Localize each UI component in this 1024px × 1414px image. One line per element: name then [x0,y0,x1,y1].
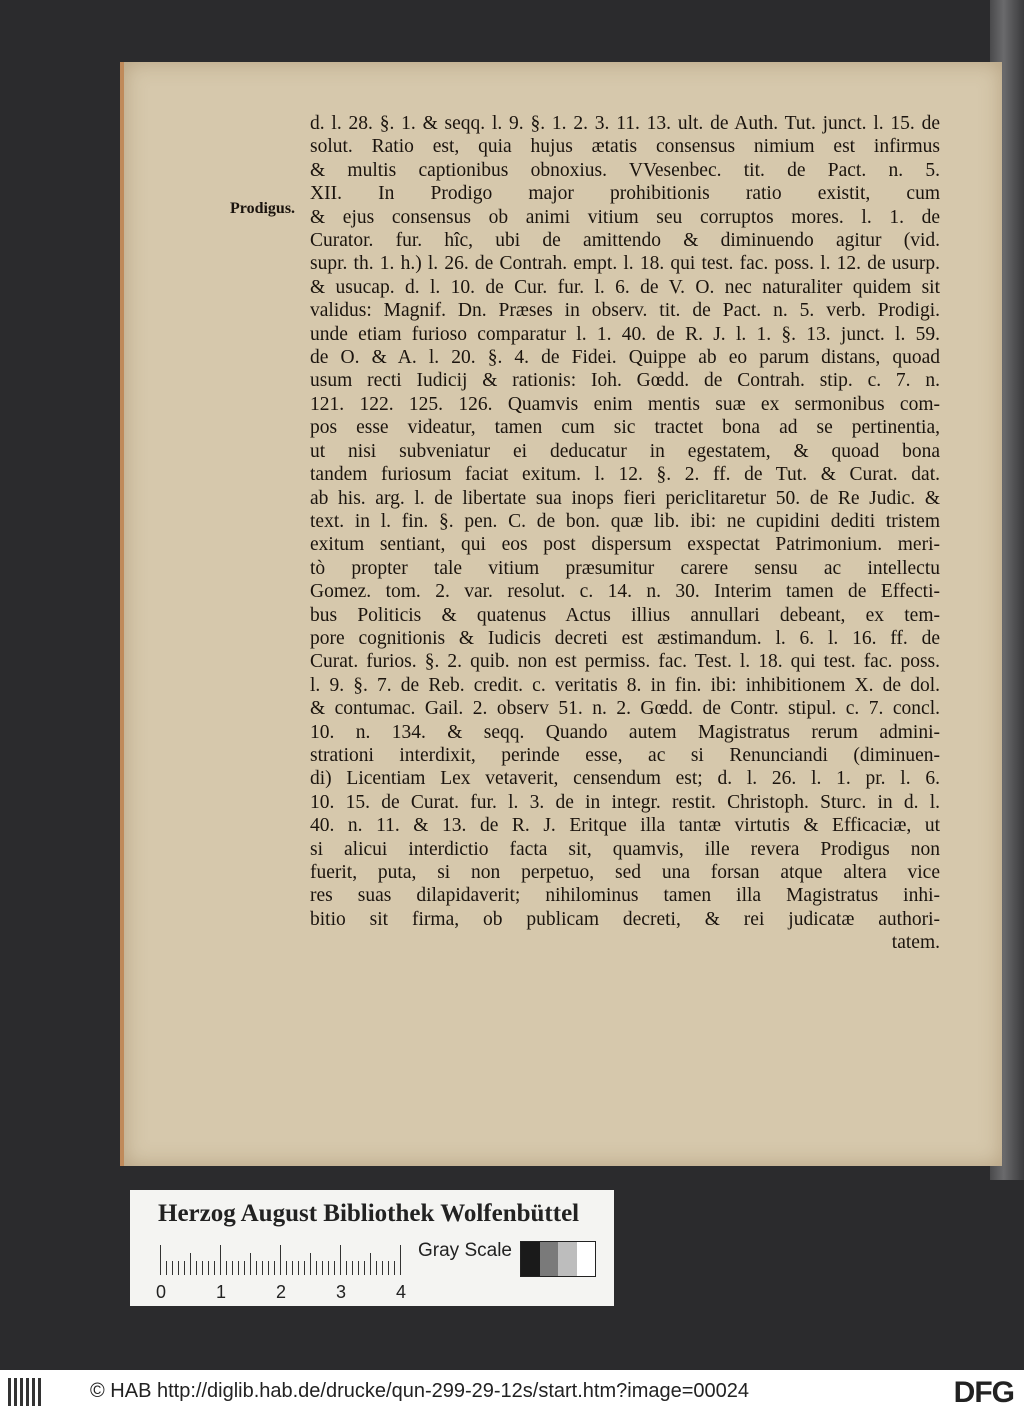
text-line: 121. 122. 125. 126. Quamvis enim mentis suæ ex sermonibus com- [310,393,940,415]
text-line: d. l. 28. §. 1. & seqq. l. 9. §. 1. 2. 3. 11. 13. ult. de Auth. Tut. junct. l. 15. de [310,113,940,134]
ruler-tick [274,1261,275,1275]
gray-swatch [577,1242,596,1276]
text-line: solut. Ratio est, quia hujus ætatis consensus nimium est infirmus [310,136,940,158]
text-line: & usucap. d. l. 10. de Cur. fur. l. 6. de V. O. nec naturaliter quidem sit [310,276,940,298]
ruler-tick [280,1245,281,1275]
text-line: Gomez. tom. 2. var. resolut. c. 14. n. 30. Interim tamen de Effecti- [310,581,940,603]
gray-scale-label: Gray Scale [418,1240,512,1261]
ruler-number-1: 1 [216,1282,227,1302]
ruler-tick [196,1261,197,1275]
ruler-tick [358,1261,359,1275]
ruler-tick [400,1245,401,1275]
ruler-number-3: 3 [336,1282,347,1302]
text-line: tandem furiosum faciat exitum. l. 12. §. 2. ff. de Tut. & Curat. dat. [310,464,940,486]
ruler-tick [172,1261,173,1275]
ruler-tick [352,1261,353,1275]
ruler-tick [322,1261,323,1275]
gray-swatch [521,1242,540,1276]
ruler-tick [238,1261,239,1275]
ruler-scale [160,1245,410,1275]
text-line: unde etiam furioso comparatur l. 1. 40. de R. J. l. 1. §. 13. junct. l. 59. [310,323,940,345]
text-line: bus Politicis & quatenus Actus illius annullari debeant, ex tem- [310,604,940,626]
text-line: XII. In Prodigo major prohibitionis ratio existit, cum [310,183,940,205]
ruler-tick [184,1261,185,1275]
text-line: ut nisi subveniatur ei deducatur in egestatem, & quoad bona [310,440,940,462]
ruler-number-4: 4 [396,1282,407,1302]
ruler-tick [346,1261,347,1275]
ruler-tick [304,1261,305,1275]
text-line: ab his. arg. l. de libertate sua inops fieri periclitaretur 50. de Re Judic. & [310,487,940,509]
ruler-tick [214,1261,215,1275]
text-line: pore cognitionis & Iudicis decreti est æstimandum. l. 6. l. 16. ff. de [310,627,940,649]
text-line: text. in l. fin. §. pen. C. de bon. quæ lib. ibi: ne cupidini dediti tristem [310,510,940,532]
text-line: 10. 15. de Curat. fur. l. 3. de in integr. restit. Christoph. Sturc. in d. l. [310,791,940,813]
ruler-tick [166,1261,167,1275]
ruler-tick [394,1261,395,1275]
text-line: 10. n. 134. & seqq. Quando autem Magistratus rerum admini- [310,721,940,743]
text-line: res suas dilapidaverit; nihilominus tamen illa Magistratus inhi- [310,885,940,907]
ruler-tick [262,1261,263,1275]
text-line: bitio sit firma, ob publicam decreti, & rei judicatæ authori- [310,908,940,930]
text-line: tatem. [891,932,940,954]
ruler-tick [178,1261,179,1275]
ruler-tick [268,1261,269,1275]
ruler-tick [250,1253,251,1275]
ruler-tick [364,1261,365,1275]
text-line: fuerit, puta, si non perpetuo, sed una forsan atque altera vice [310,862,940,883]
text-line: exitum sentiant, qui eos post dispersum exspectat Patrimonium. meri- [310,534,940,556]
gray-swatch [558,1242,577,1276]
footer-bar [0,1370,1024,1414]
text-line: Curator. fur. hîc, ubi de amittendo & diminuendo agitur (vid. [310,230,940,252]
text-line: strationi interdixit, perinde esse, ac si Renunciandi (diminuen- [310,744,940,766]
color-calibration-card [130,1190,614,1306]
ruler-tick [244,1261,245,1275]
ruler-tick [256,1261,257,1275]
ruler-tick [226,1261,227,1275]
text-line: de O. & A. l. 20. §. 4. de Fidei. Quippe ab eo parum distans, quoad [310,347,940,369]
text-line: & contumac. Gail. 2. observ 51. n. 2. Gœdd. de Contr. stipul. c. 7. concl. [310,698,940,720]
text-line: supr. th. 1. h.) l. 26. de Contrah. empt. l. 18. qui test. fac. poss. l. 12. de usurp. [310,253,940,275]
ruler-tick [298,1261,299,1275]
ruler-tick [202,1261,203,1275]
text-line: l. 9. §. 7. de Reb. credit. c. veritatis 8. in fin. ibi: inhibitionem X. de dol. [310,674,940,696]
text-line: tò propter tale vitium præsumitur carere sensu ac intellectu [310,557,940,579]
footer-credit-link[interactable]: © HAB http://diglib.hab.de/drucke/qun-299-29-12s/start.htm?image=00024 [90,1380,750,1402]
ruler-tick [340,1245,341,1275]
ruler-number-2: 2 [276,1282,287,1302]
ruler-number-0: 0 [156,1282,167,1302]
text-line: usum recti Iudicij & rationis: Ioh. Gœdd. de Contrah. stip. c. 7. n. [310,370,940,392]
ruler-tick [190,1253,191,1275]
barcode-icon [8,1378,44,1406]
ruler-tick [292,1261,293,1275]
ruler-tick [232,1261,233,1275]
dfg-logo: DFG [953,1376,1014,1409]
text-line: & ejus consensus ob animi vitium seu corruptos mores. l. 1. de [310,206,940,228]
page-body-text [310,112,940,955]
text-line: 40. n. 11. & 13. de R. J. Eritque illa tantæ virtutis & Efficaciæ, ut [310,815,940,837]
library-name: Herzog August Bibliothek Wolfenbüttel [158,1200,580,1227]
ruler-tick [328,1261,329,1275]
text-line: si alicui interdictio facta sit, quamvis, ille revera Prodigus non [310,838,940,860]
gray-scale-swatches [520,1241,596,1277]
text-line: validus: Magnif. Dn. Præses in observ. tit. de Pact. n. 5. verb. Prodigi. [310,300,940,322]
ruler-tick [316,1261,317,1275]
text-line: Curat. furios. §. 2. quib. non est permiss. fac. Test. l. 18. qui test. fac. poss. [310,651,940,673]
ruler-tick [220,1245,221,1275]
ruler-tick [160,1245,161,1275]
text-line: di) Licentiam Lex vetaverit, censendum est; d. l. 26. l. 1. pr. l. 6. [310,768,940,790]
ruler-tick [310,1253,311,1275]
text-line: pos esse videatur, tamen cum sic tractet bona ad se pertinentia, [310,417,940,439]
ruler-tick [286,1261,287,1275]
text-line: & multis captionibus obnoxius. VVesenbec. tit. de Pact. n. 5. [310,159,940,181]
ruler-tick [208,1261,209,1275]
gray-swatch [540,1242,559,1276]
marginal-note: Prodigus. [230,200,296,217]
ruler-tick [382,1261,383,1275]
ruler-tick [376,1261,377,1275]
ruler-tick [370,1253,371,1275]
ruler-tick [334,1261,335,1275]
ruler-tick [388,1261,389,1275]
